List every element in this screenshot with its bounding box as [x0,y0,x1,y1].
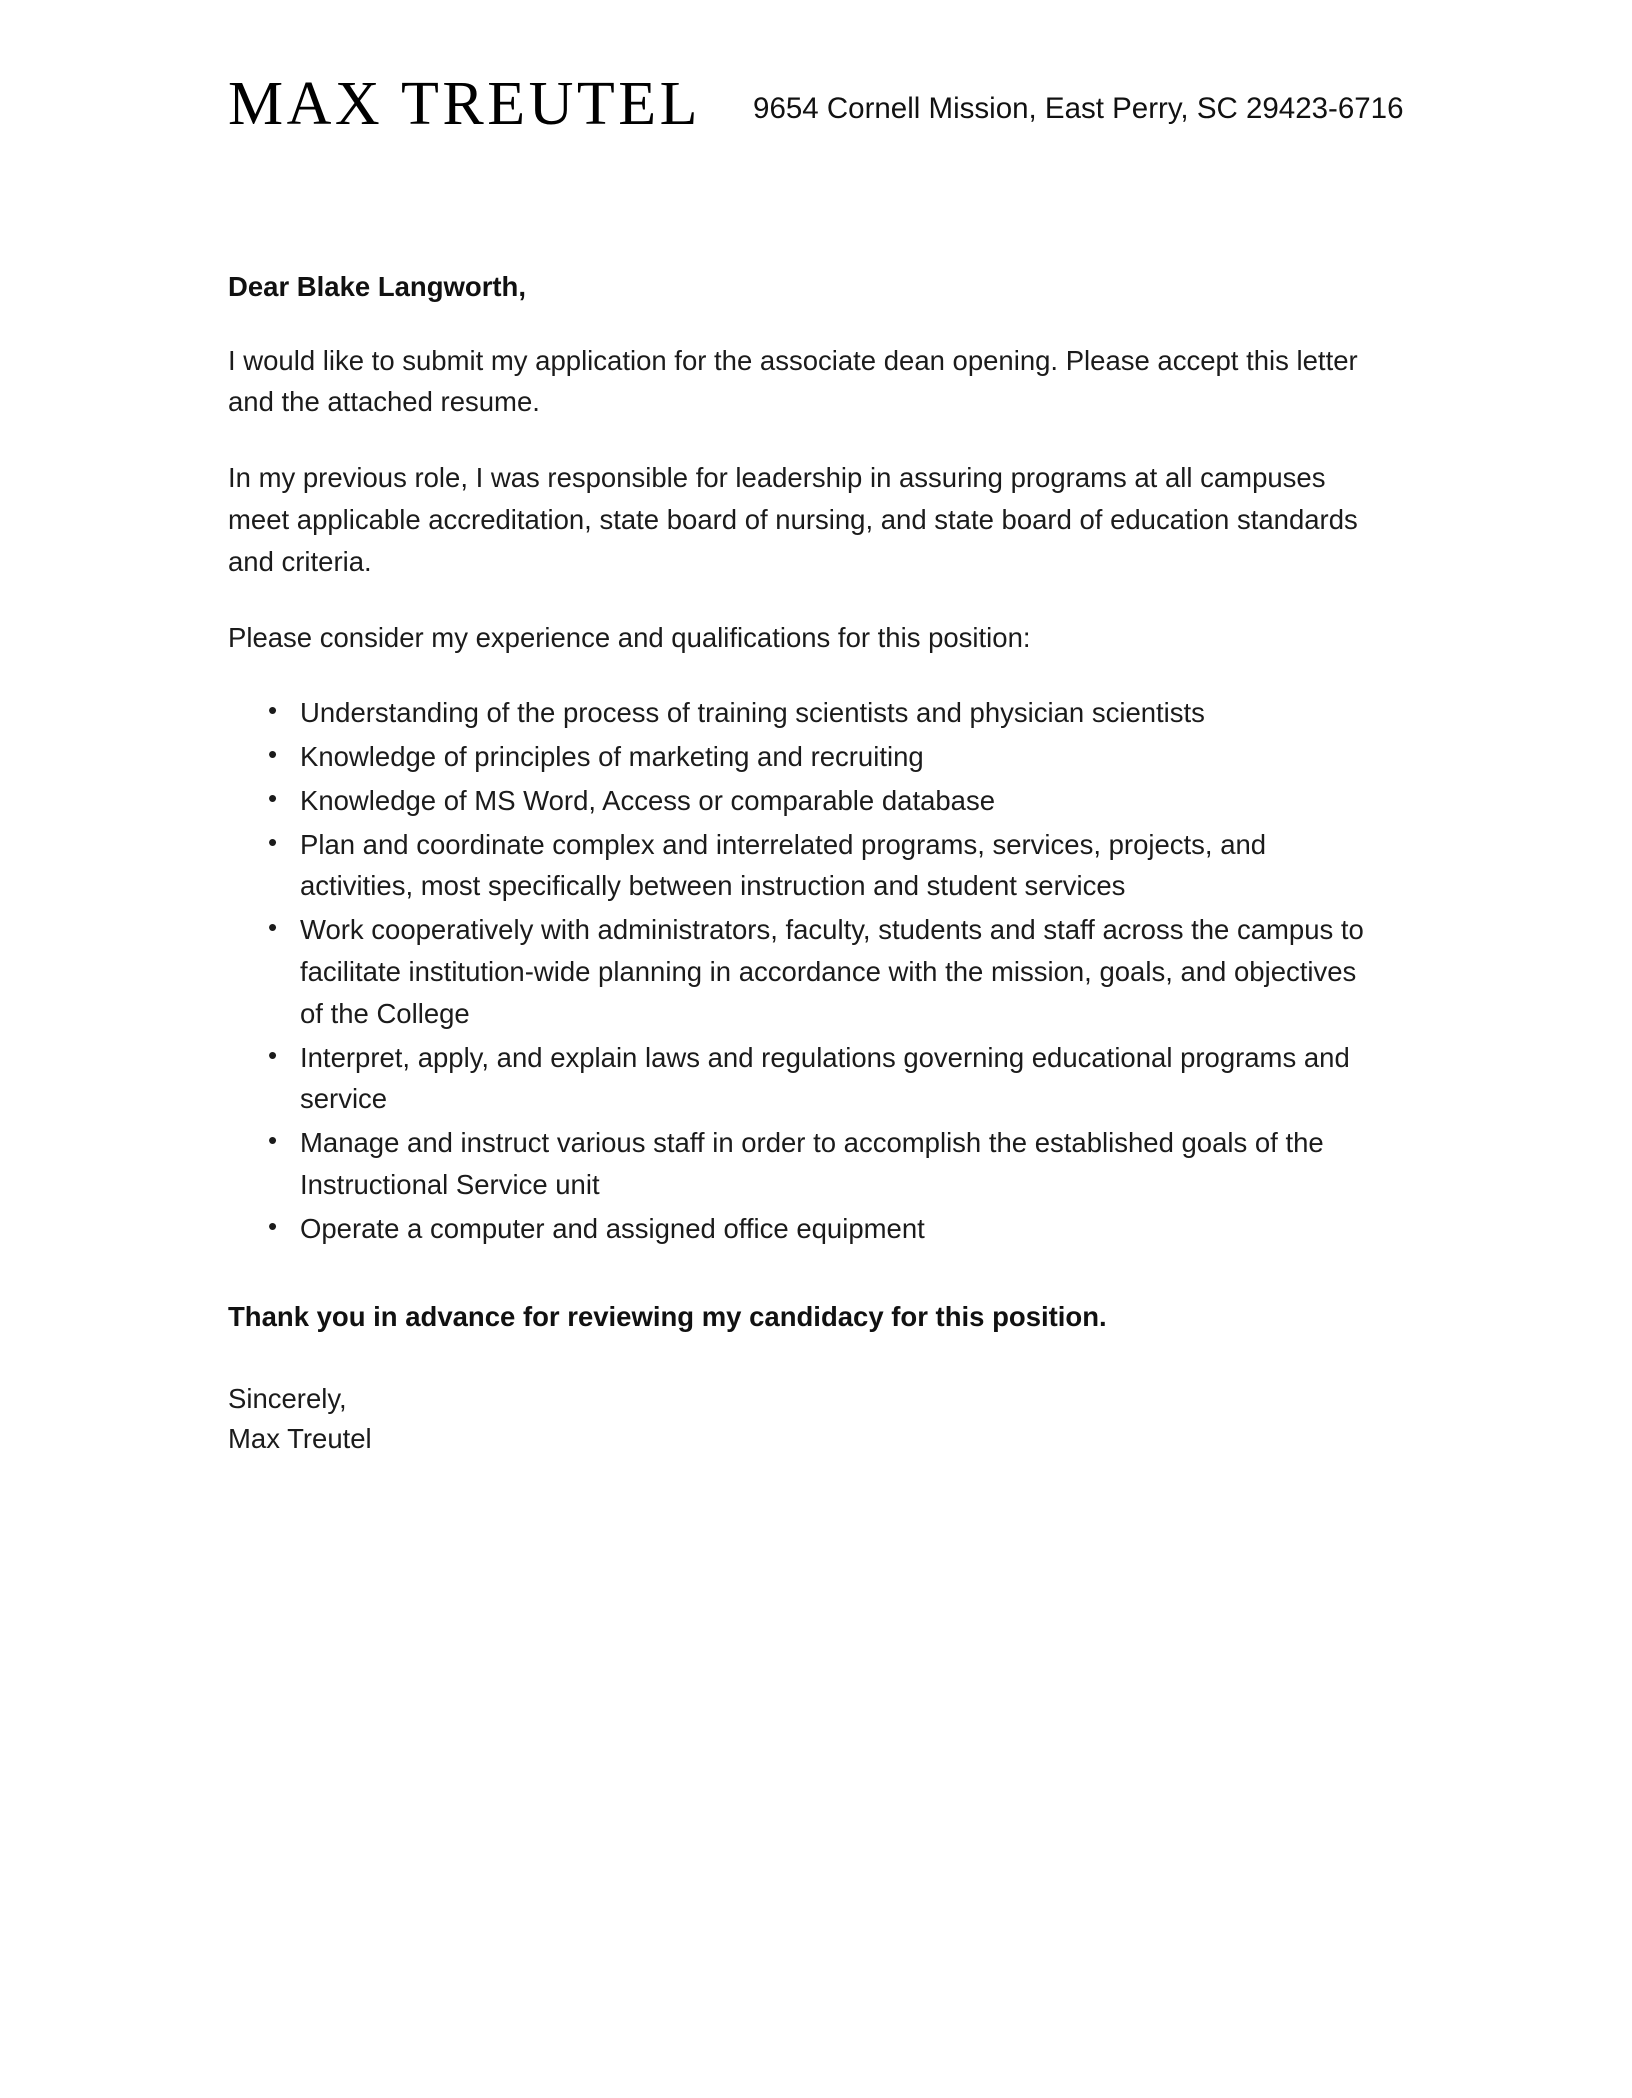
letter-body [228,138,1384,1459]
list-item: • Plan and coordinate complex and interrelated programs, services, projects, and activities, most specifically between instruction and student services [268,824,1384,908]
list-item: • Manage and instruct various staff in order to accomplish the established goals of the Instructional Service unit [268,1122,1384,1206]
salutation: Dear Blake Langworth, [228,270,526,302]
letterhead [228,0,1404,138]
signature-block [228,1379,1384,1458]
signoff-name: Max Treutel [228,1423,372,1455]
list-item: • Knowledge of MS Word, Access or comparable database [268,780,1384,822]
letter-content-area [96,0,1536,1459]
paragraph-intro: I would like to submit my application for the associate dean opening. Please accept this letter and the attached resume. [228,344,1358,418]
qualifications-list [228,692,1384,1249]
sender-address: 9654 Cornell Mission, East Perry, SC 29423-6716 [753,92,1404,125]
list-item: • Knowledge of principles of marketing and recruiting [268,736,1384,778]
signoff-line: Sincerely, [228,1383,347,1415]
paragraph-experience: In my previous role, I was responsible for leadership in assuring programs at all campuses meet applicable accreditation, state board of nursing, and state board of education standards and criteria. [228,462,1358,577]
closing-thanks: Thank you in advance for reviewing my candidacy for this position. [228,1300,1107,1332]
list-item: • Interpret, apply, and explain laws and regulations governing educational programs and service [268,1037,1384,1121]
sender-name: MAX TREUTEL [228,70,702,138]
paragraph-qualifications-lead-in: Please consider my experience and qualifications for this position: [228,621,1031,653]
list-item: • Work cooperatively with administrators, faculty, students and staff across the campus to facilitate institution-wide planning in accordance with the mission, goals, and objectives of the College [268,909,1384,1034]
list-item: • Understanding of the process of training scientists and physician scientists [268,692,1384,734]
list-item: • Operate a computer and assigned office equipment [268,1208,1384,1250]
